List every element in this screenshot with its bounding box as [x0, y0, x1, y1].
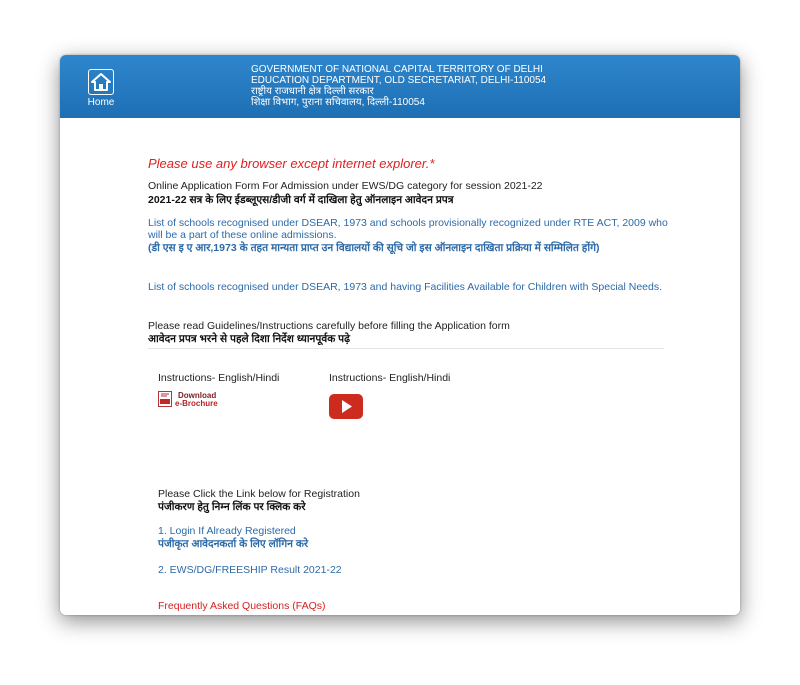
schools-list-link-line2[interactable]: will be a part of these online admissions.	[148, 229, 337, 241]
result-link[interactable]: 2. EWS/DG/FREESHIP Result 2021-22	[158, 564, 342, 576]
header-line-1: GOVERNMENT OF NATIONAL CAPITAL TERRITORY OF DELHI	[251, 64, 543, 75]
form-title-hindi: 2021-22 सत्र के लिए ईडब्लूएस/डीजी वर्ग में दाखिला हेतु ऑनलाइन आवेदन प्रपत्र	[148, 194, 454, 206]
brochure-label-line2: e-Brochure	[175, 399, 218, 408]
home-button[interactable]	[86, 69, 116, 113]
download-brochure-button[interactable]	[158, 391, 230, 409]
pdf-icon	[158, 391, 173, 407]
home-icon	[88, 69, 114, 95]
schools-list-link-hindi[interactable]: (डी एस इ ए आर,1973 के तहत मान्यता प्राप्त उन विद्यालयों की सूचि जो इस ऑनलाइन दाखिता प्रक्रिया में सम्मिलित होंगे)	[148, 242, 600, 254]
login-link-hindi[interactable]: पंजीकृत आवेदनकर्ता के लिए लॉगिन करे	[158, 538, 309, 550]
header-line-2: EDUCATION DEPARTMENT, OLD SECRETARIAT, DELHI-110054	[251, 75, 547, 86]
schools-list-link-line1[interactable]: List of schools recognised under DSEAR, 1973 and schools provisionally recognized under RTE ACT, 2009 who	[148, 217, 668, 229]
page-header	[60, 55, 740, 118]
instructions-label-video: Instructions- English/Hindi	[329, 372, 451, 384]
department-title	[251, 64, 546, 108]
instructions-label-pdf: Instructions- English/Hindi	[158, 372, 280, 384]
registration-instruction-english: Please Click the Link below for Registration	[158, 488, 360, 500]
home-label: Home	[87, 97, 115, 108]
registration-instruction-hindi: पंजीकरण हेतु निम्न लिंक पर क्लिक करे	[158, 501, 306, 513]
header-line-3: राष्ट्रीय राजधानी क्षेत्र दिल्ली सरकार	[251, 86, 374, 97]
form-title-english: Online Application Form For Admission under EWS/DG category for session 2021-22	[148, 180, 543, 192]
special-needs-schools-link[interactable]: List of schools recognised under DSEAR, 1973 and having Facilities Available for Children with Special Needs.	[148, 281, 663, 293]
login-link[interactable]: 1. Login If Already Registered	[158, 525, 296, 537]
section-divider	[148, 348, 664, 349]
youtube-play-icon	[329, 394, 363, 419]
brochure-label-line1: Download	[178, 391, 217, 400]
browser-warning: Please use any browser except internet explorer.*	[148, 156, 435, 171]
application-card	[60, 55, 740, 615]
guidelines-hindi: आवेदन प्रपत्र भरने से पहले दिशा निर्देश ध्यानपूर्वक पढ़े	[148, 333, 351, 345]
header-line-4: शिक्षा विभाग, पुराना सचिवालय, दिल्ली-110054	[251, 97, 425, 108]
instructions-video-button[interactable]	[329, 394, 363, 419]
guidelines-english: Please read Guidelines/Instructions carefully before filling the Application form	[148, 320, 510, 332]
faq-link[interactable]: Frequently Asked Questions (FAQs)	[158, 600, 326, 612]
